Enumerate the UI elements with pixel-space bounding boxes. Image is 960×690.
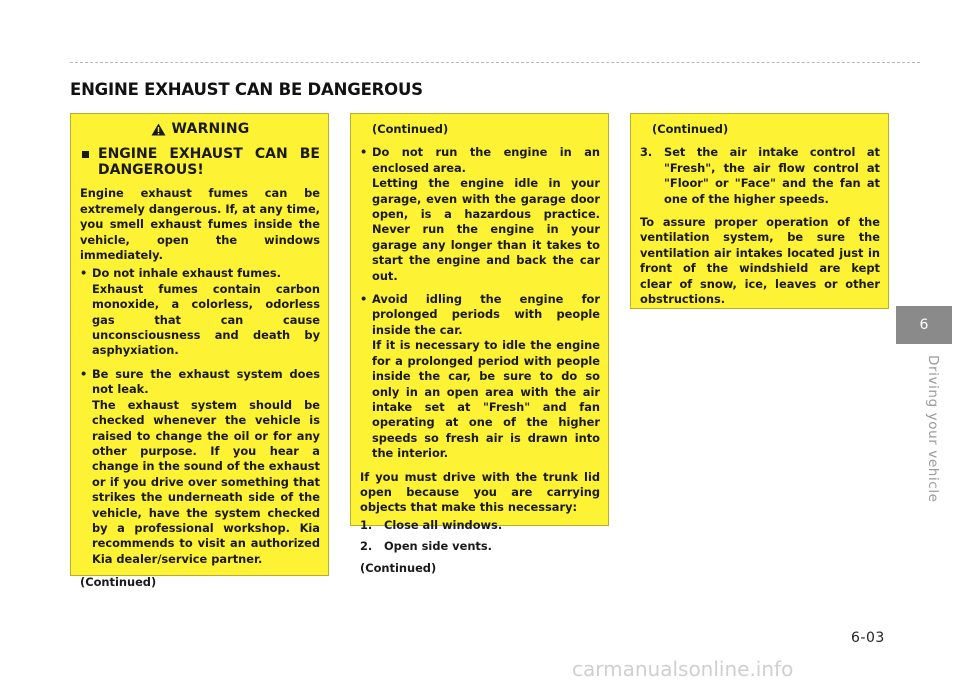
step-text: Open side vents. — [384, 539, 492, 554]
numbered-step — [360, 539, 600, 554]
bullet-head: Avoid idling the engine for prolonged periods with people inside the car. — [372, 292, 600, 337]
section-title-line2: DANGEROUS! — [98, 162, 204, 179]
continued-label: (Continued) — [652, 122, 729, 136]
warning-box-1 — [70, 113, 329, 590]
list-item — [80, 367, 320, 567]
closing-paragraph: To assure proper operation of the ventilation system, be sure the ventilation air intakes located just in front of the windshield are kept clear of snow, ice, leaves or other obstructions. — [640, 215, 880, 307]
numbered-step — [360, 518, 600, 533]
bullet-dot: • — [80, 366, 88, 381]
bullet-head: Do not inhale exhaust fumes. — [92, 266, 281, 281]
continued-label: (Continued) — [80, 575, 157, 590]
chapter-tab: 6 — [896, 306, 952, 344]
list-item — [360, 292, 600, 461]
step-text: Close all windows. — [384, 517, 503, 532]
bullet-dot: • — [80, 266, 88, 281]
list-item — [80, 266, 320, 358]
warning-title: WARNING — [171, 121, 250, 137]
trunk-paragraph: If you must drive with the trunk lid open because you are carrying objects that make this necessary: — [360, 469, 600, 515]
step-text: Set the air intake control at "Fresh", the air flow control at "Floor" or "Face" and the fan at one of the higher speeds. — [664, 145, 880, 206]
warning-box-2 — [350, 113, 609, 575]
bullet-head: Do not run the engine in an enclosed area. — [372, 145, 600, 175]
warning-triangle-icon — [151, 123, 166, 136]
bullet-body: Letting the engine idle in your garage, even with the garage door open, is a hazardous practice. Never run the engine in your garage any longer than it takes to start the engine and back the car out. — [372, 176, 600, 283]
step-number: 3. — [640, 145, 653, 160]
bullet-body: The exhaust system should be checked whenever the vehicle is raised to change the oil or for any other purpose. If you hear a change in the sound of the exhaust or if you drive over something that strikes the underneath side of the vehicle, have the system checked by a professional workshop. Kia recommends to visit an authorized Kia dealer/service partner. — [92, 397, 320, 566]
section-title — [80, 146, 320, 178]
bullet-dot: • — [360, 145, 368, 160]
bullet-dot: • — [360, 292, 368, 307]
warning-box-3 — [630, 113, 889, 309]
intro-paragraph: Engine exhaust fumes can be extremely dangerous. If, at any time, you smell exhaust fumes inside the vehicle, open the windows immediately. — [80, 186, 320, 263]
square-bullet-icon — [82, 151, 89, 158]
list-item — [360, 145, 600, 284]
continued-label: (Continued) — [372, 122, 449, 136]
bullet-body: If it is necessary to idle the engine for a prolonged period with people inside the car, be sure to do so only in an open area with the air intake set at "Fresh" and fan operating at one of the higher speeds so fresh air is drawn into the interior. — [372, 338, 600, 461]
bullet-head: Be sure the exhaust system does not leak. — [92, 366, 320, 397]
section-title-line1: ENGINE EXHAUST CAN BE — [98, 146, 320, 163]
warning-header — [80, 122, 320, 137]
step-number: 1. — [360, 517, 373, 532]
chapter-label: Driving your vehicle — [925, 355, 941, 503]
numbered-step — [640, 145, 880, 207]
step-number: 2. — [360, 539, 373, 554]
watermark: carmanualsonline.info — [572, 657, 794, 681]
bullet-body: Exhaust fumes contain carbon monoxide, a colorless, odorless gas that can cause unconsciousness and death by asphyxiation. — [92, 281, 320, 358]
continued-label: (Continued) — [360, 560, 437, 575]
page-number: 6-03 — [851, 630, 885, 646]
page-title: ENGINE EXHAUST CAN BE DANGEROUS — [70, 80, 423, 99]
header-rule — [70, 62, 920, 63]
